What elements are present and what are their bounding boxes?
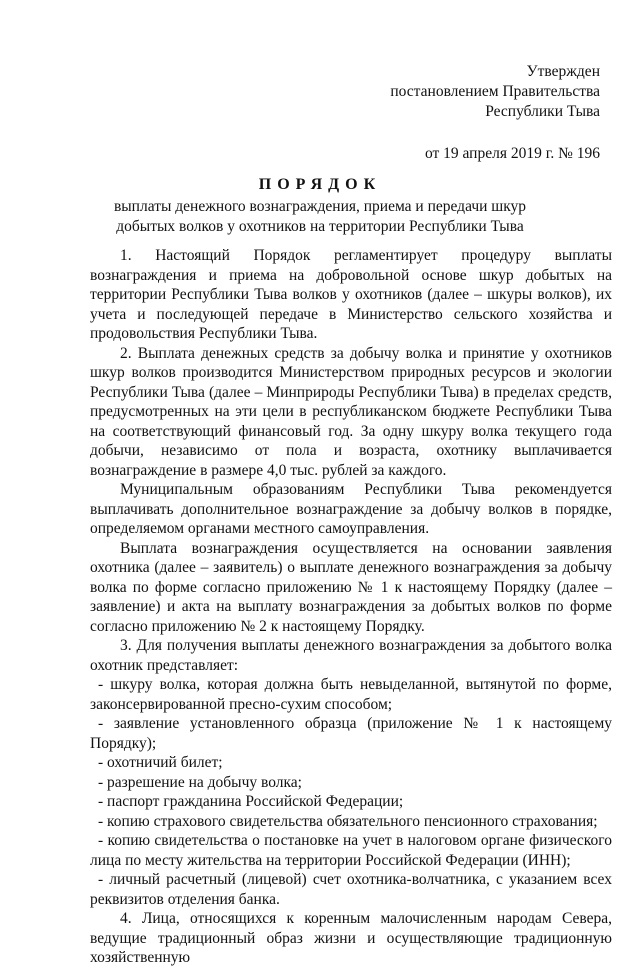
list-item: - паспорт гражданина Российской Федерации; xyxy=(98,793,404,810)
paragraph: 2. Выплата денежных средств за добычу волка и принятие у охотников шкур волков производится Министерством природных ресурсов и экологии Республики Тыва (далее – Минприроды Республики Тыва) в пределах средств, предусмотренных на эти цели в республиканском бюджете Республики Тыва на соответствующий финансовый год. За одну шкуру волка текущего года добычи, независимо от пола и возраста, охотнику выплачивается вознаграждение в размере 4,0 тыс. рублей за каждого. xyxy=(90,344,612,479)
paragraph: 3. Для получения выплаты денежного вознаграждения за добытого волка охотник представляет: xyxy=(90,637,612,674)
list-item: - шкуру волка, которая должна быть невыделанной, вытянутой по форме, законсервированной пресно-сухим способом; xyxy=(90,676,612,713)
approval-line: Республики Тыва xyxy=(485,103,600,120)
subtitle-line: добытых волков у охотников на территории Республики Тыва xyxy=(116,218,524,235)
approval-block xyxy=(360,62,600,164)
document-title: ПОРЯДОК xyxy=(258,176,382,193)
list-item: - разрешение на добычу волка; xyxy=(98,773,302,791)
approval-line: Утвержден xyxy=(526,63,600,80)
list-item: - копию страхового свидетельства обязательного пенсионного страхования; xyxy=(98,812,598,830)
paragraph: 1. Настоящий Порядок регламентирует процедуру выплаты вознаграждения и приема на добровольной основе шкур добытых на территории Республики Тыва волков у охотников (далее – шкуры волков), их учета и последующей передаче в Министерство сельского хозяйства и продовольствия Республики Тыва. xyxy=(90,247,612,342)
approval-line: постановлением Правительства xyxy=(390,83,600,100)
paragraph: Муниципальным образованиям Республики Тыва рекомендуется выплачивать дополнительное вознаграждение за добычу волков в порядке, определяемом органами местного самоуправления. xyxy=(90,481,612,537)
document-body xyxy=(90,246,612,968)
list-item: - заявление установленного образца (приложение № 1 к настоящему Порядку); xyxy=(90,715,612,752)
list-item: - охотничий билет; xyxy=(98,754,223,771)
list-item: - личный расчетный (лицевой) счет охотника-волчатника, с указанием всех реквизитов отделения банка. xyxy=(90,871,612,908)
approval-date: от 19 апреля 2019 г. № 196 xyxy=(424,145,600,162)
list-item: - копию свидетельства о постановке на учет в налоговом органе физического лица по месту жительства на территории Российской Федерации (ИНН); xyxy=(90,832,612,869)
document-subtitle xyxy=(80,197,560,237)
paragraph: 4. Лица, относящихся к коренным малочисленным народам Севера, ведущие традиционный образ жизни и осуществляющие традиционную хозяйственную xyxy=(90,910,612,966)
subtitle-line: выплаты денежного вознаграждения, приема и передачи шкур xyxy=(113,198,527,215)
paragraph: Выплата вознаграждения осуществляется на основании заявления охотника (далее – заявитель) о выплате денежного вознаграждения за добычу волка по форме согласно приложению № 1 к настоящему Порядку (далее – заявление) и акта на выплату вознаграждения за добытых волков по форме согласно приложению № 2 к настоящему Порядку. xyxy=(90,539,612,635)
